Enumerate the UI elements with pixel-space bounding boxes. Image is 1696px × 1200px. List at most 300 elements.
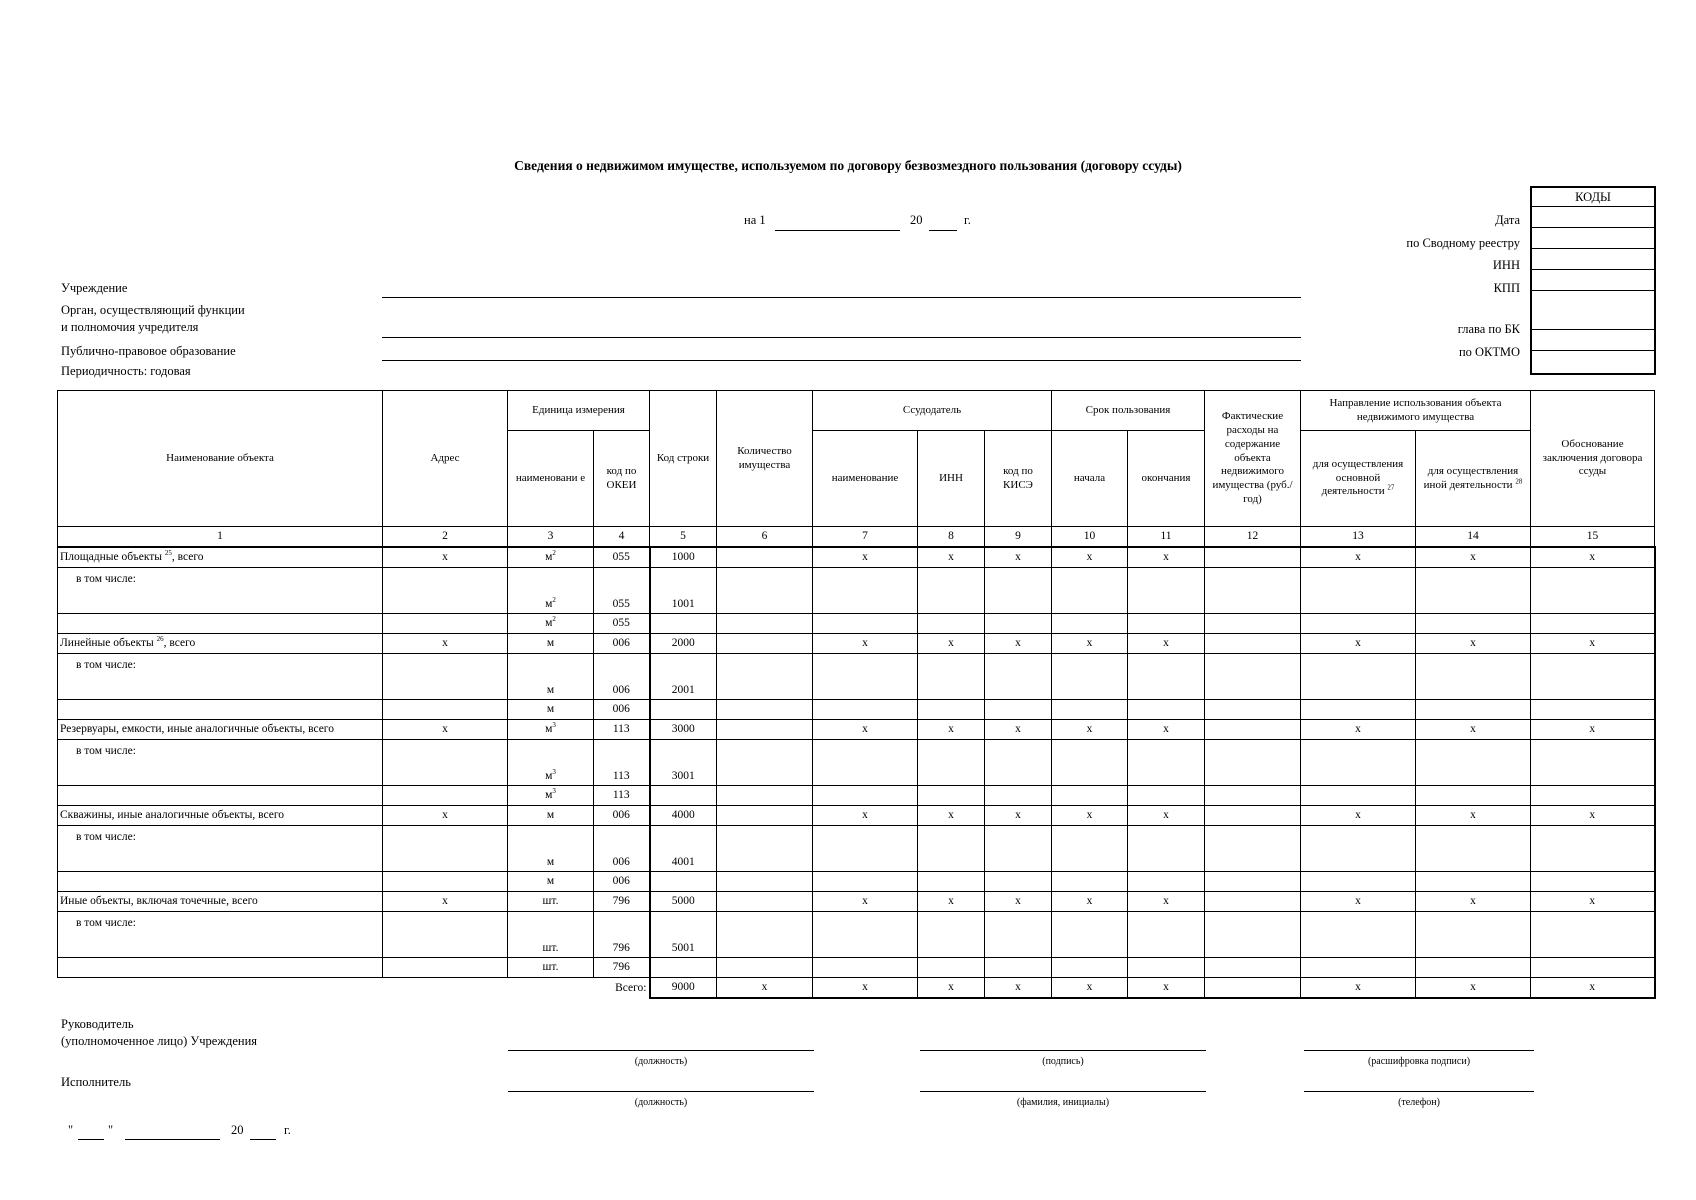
code-registry-cell[interactable] [1531, 228, 1655, 249]
object-name [58, 806, 383, 826]
term-start-cell: x [1052, 634, 1128, 654]
unit-text: м [546, 683, 555, 696]
unit-power: 3 [552, 787, 556, 796]
lender-name-cell: x [813, 547, 918, 568]
basis-cell[interactable] [1531, 958, 1655, 978]
data-cell[interactable] [717, 872, 813, 892]
code-label-registry: по Сводному реестру [1406, 236, 1520, 250]
lender-inn-cell: x [918, 720, 985, 740]
okei-cell: 113 [594, 740, 650, 786]
executor-position-field[interactable] [508, 1091, 814, 1092]
code-label-date: Дата [1495, 213, 1520, 227]
address-cell[interactable] [383, 568, 508, 614]
data-cell[interactable] [813, 826, 918, 872]
object-name [58, 634, 383, 654]
table-row [58, 786, 1655, 806]
data-cell[interactable] [1128, 614, 1205, 634]
date-year-prefix: 20 [910, 213, 923, 227]
address-cell: x [383, 806, 508, 826]
unit-text: шт. [542, 961, 559, 974]
data-cell[interactable] [813, 700, 918, 720]
okei-cell: 006 [594, 634, 650, 654]
row-code-cell: 4001 [650, 826, 717, 872]
unit-name-cell [508, 912, 594, 958]
data-cell[interactable] [985, 700, 1052, 720]
quantity-cell[interactable] [717, 547, 813, 568]
basis-cell[interactable] [1531, 826, 1655, 872]
data-cell[interactable] [1128, 740, 1205, 786]
unit-text: м [545, 789, 553, 802]
institution-label: Учреждение [61, 281, 128, 295]
unit-power: 2 [552, 615, 556, 624]
data-cell[interactable] [1301, 826, 1416, 872]
object-name-cell[interactable] [58, 958, 383, 978]
data-cell[interactable] [985, 872, 1052, 892]
executor-name-caption: (фамилия, инициалы) [1016, 1097, 1110, 1108]
basis-cell[interactable] [1531, 568, 1655, 614]
data-cell[interactable] [918, 654, 985, 700]
object-name-cell[interactable] [58, 872, 383, 892]
okei-cell: 055 [594, 547, 650, 568]
okei-cell: 006 [594, 826, 650, 872]
row-code-cell[interactable] [650, 958, 717, 978]
object-name [58, 720, 383, 740]
data-cell[interactable] [1416, 654, 1531, 700]
table-row [58, 892, 1655, 912]
object-name-text: Линейные объекты [60, 637, 154, 650]
unit-name-cell [508, 740, 594, 786]
founder-field[interactable] [382, 337, 1301, 338]
total-direction-other-cell: x [1416, 978, 1531, 999]
data-cell[interactable] [918, 786, 985, 806]
expenses-cell[interactable] [1205, 806, 1301, 826]
address-cell: x [383, 720, 508, 740]
data-cell[interactable] [985, 958, 1052, 978]
code-label-kpp: КПП [1493, 281, 1520, 295]
data-cell[interactable] [918, 700, 985, 720]
lender-kise-cell: x [985, 892, 1052, 912]
header-expenses: Фактические расходы на содержание объекта недвижимого имущества (руб./год) [1205, 391, 1301, 527]
code-label-oktmo: по ОКТМО [1458, 345, 1520, 359]
term-end-cell: x [1128, 806, 1205, 826]
data-cell[interactable] [813, 654, 918, 700]
data-cell[interactable] [1416, 740, 1531, 786]
basis-cell[interactable] [1531, 740, 1655, 786]
data-cell[interactable] [1416, 826, 1531, 872]
code-kpp-cell[interactable] [1531, 270, 1655, 291]
header-lender-inn: ИНН [918, 431, 985, 527]
unit-name-cell [508, 892, 594, 912]
code-periodicity-cell[interactable] [1531, 351, 1655, 375]
data-cell[interactable] [717, 826, 813, 872]
data-cell[interactable] [717, 568, 813, 614]
data-cell[interactable] [1052, 614, 1128, 634]
data-cell[interactable] [1205, 872, 1301, 892]
address-cell[interactable] [383, 872, 508, 892]
footer-quote-open: " [68, 1123, 74, 1137]
data-cell[interactable] [813, 958, 918, 978]
unit-text: м [545, 551, 553, 564]
in-total-label: в том числе: [58, 568, 383, 614]
institution-field[interactable] [382, 297, 1301, 298]
column-number: 2 [383, 527, 508, 548]
data-cell[interactable] [918, 568, 985, 614]
data-cell[interactable] [985, 740, 1052, 786]
quantity-cell[interactable] [717, 720, 813, 740]
data-cell[interactable] [985, 826, 1052, 872]
address-cell[interactable] [383, 826, 508, 872]
unit-text: м [545, 597, 553, 610]
data-cell[interactable] [918, 872, 985, 892]
data-cell[interactable] [1205, 654, 1301, 700]
data-cell[interactable] [717, 700, 813, 720]
data-cell[interactable] [1052, 700, 1128, 720]
head-signature-caption: (подпись) [1042, 1056, 1084, 1067]
unit-power: 2 [552, 549, 556, 558]
head-decoding-caption: (расшифровка подписи) [1367, 1056, 1471, 1067]
column-number: 14 [1416, 527, 1531, 548]
data-cell[interactable] [1416, 568, 1531, 614]
address-cell[interactable] [383, 614, 508, 634]
code-label-inn: ИНН [1492, 258, 1520, 272]
data-cell[interactable] [717, 654, 813, 700]
data-cell[interactable] [918, 912, 985, 958]
date-prefix: на 1 [744, 213, 766, 227]
data-cell[interactable] [1416, 912, 1531, 958]
expenses-cell[interactable] [1205, 547, 1301, 568]
head-label-line2: (уполномоченное лицо) Учреждения [61, 1034, 258, 1048]
okei-cell: 055 [594, 614, 650, 634]
data-cell[interactable] [1052, 740, 1128, 786]
date-year-field[interactable] [929, 230, 957, 231]
data-cell[interactable] [918, 826, 985, 872]
executor-name-field[interactable] [920, 1091, 1206, 1092]
table-row [58, 912, 1655, 958]
data-cell[interactable] [918, 614, 985, 634]
object-name-cell[interactable] [58, 786, 383, 806]
data-cell[interactable] [717, 614, 813, 634]
term-start-cell: x [1052, 806, 1128, 826]
address-cell: x [383, 634, 508, 654]
data-cell[interactable] [1301, 786, 1416, 806]
data-cell[interactable] [1301, 654, 1416, 700]
table-row [58, 568, 1655, 614]
row-code-cell[interactable] [650, 786, 717, 806]
basis-cell: x [1531, 634, 1655, 654]
executor-label: Исполнитель [61, 1075, 131, 1089]
object-name-text: Скважины, иные аналогичные объекты, всего [60, 809, 285, 822]
header-row-code: Код строки [650, 391, 717, 527]
head-decoding-field[interactable] [1304, 1050, 1534, 1051]
data-cell[interactable] [717, 958, 813, 978]
in-total-label: в том числе: [58, 654, 383, 700]
unit-name-cell [508, 720, 594, 740]
data-cell[interactable] [1205, 740, 1301, 786]
data-cell[interactable] [1052, 786, 1128, 806]
data-cell[interactable] [813, 568, 918, 614]
code-inn-cell[interactable] [1531, 249, 1655, 270]
data-cell[interactable] [1205, 826, 1301, 872]
data-cell[interactable] [1416, 958, 1531, 978]
in-total-label: в том числе: [58, 912, 383, 958]
data-cell[interactable] [985, 568, 1052, 614]
object-name-cell[interactable] [58, 614, 383, 634]
term-end-cell: x [1128, 547, 1205, 568]
unit-text: м [546, 703, 555, 716]
object-name-text: Иные объекты, включая точечные, всего [60, 895, 258, 908]
data-cell[interactable] [1128, 958, 1205, 978]
table-row [58, 700, 1655, 720]
founder-label-line1: Орган, осуществляющий функции [61, 303, 245, 317]
address-cell[interactable] [383, 654, 508, 700]
unit-text: м [546, 809, 555, 822]
data-cell[interactable] [1052, 826, 1128, 872]
data-cell[interactable] [1416, 700, 1531, 720]
address-cell[interactable] [383, 958, 508, 978]
header-unit-group: Единица измерения [508, 391, 650, 431]
data-cell[interactable] [717, 740, 813, 786]
data-cell[interactable] [1205, 614, 1301, 634]
header-term-group: Срок пользования [1052, 391, 1205, 431]
lender-kise-cell: x [985, 634, 1052, 654]
direction-other-cell: x [1416, 892, 1531, 912]
table-row [58, 740, 1655, 786]
data-cell[interactable] [1205, 912, 1301, 958]
footer-quote-close: " [108, 1123, 114, 1137]
direction-other-cell: x [1416, 634, 1531, 654]
row-code-cell: 2000 [650, 634, 717, 654]
table-row [58, 806, 1655, 826]
table-row [58, 958, 1655, 978]
data-cell[interactable] [985, 654, 1052, 700]
footer-year-field[interactable] [250, 1139, 276, 1140]
unit-name-cell [508, 634, 594, 654]
unit-text: м [546, 637, 555, 650]
basis-cell[interactable] [1531, 912, 1655, 958]
unit-text: м [545, 617, 553, 630]
term-start-cell: x [1052, 720, 1128, 740]
data-cell[interactable] [813, 786, 918, 806]
term-start-cell: x [1052, 892, 1128, 912]
okei-cell: 055 [594, 568, 650, 614]
data-cell[interactable] [1416, 614, 1531, 634]
data-cell[interactable] [1128, 654, 1205, 700]
data-cell[interactable] [813, 740, 918, 786]
row-code-cell[interactable] [650, 614, 717, 634]
unit-name-cell [508, 872, 594, 892]
codes-header: КОДЫ [1531, 187, 1655, 207]
table-row [58, 826, 1655, 872]
quantity-cell[interactable] [717, 634, 813, 654]
total-quantity-cell: x [717, 978, 813, 999]
basis-cell[interactable] [1531, 654, 1655, 700]
direction-other-cell: x [1416, 547, 1531, 568]
column-number: 10 [1052, 527, 1128, 548]
row-code-cell: 5001 [650, 912, 717, 958]
total-lender-kise-cell: x [985, 978, 1052, 999]
header-lender-kise: код по КИСЭ [985, 431, 1052, 527]
data-cell[interactable] [985, 912, 1052, 958]
lender-name-cell: x [813, 634, 918, 654]
direction-main-cell: x [1301, 892, 1416, 912]
row-code-cell[interactable] [650, 872, 717, 892]
column-number: 1 [58, 527, 383, 548]
object-name-suffix: , всего [163, 637, 196, 650]
header-lender-group: Ссудодатель [813, 391, 1052, 431]
address-cell: x [383, 892, 508, 912]
founder-label-line2: и полномочия учредителя [61, 320, 199, 334]
codes-box [1530, 186, 1656, 375]
row-code-cell: 3000 [650, 720, 717, 740]
data-cell[interactable] [1301, 872, 1416, 892]
data-cell[interactable] [1301, 568, 1416, 614]
okei-cell: 796 [594, 892, 650, 912]
data-cell[interactable] [1301, 614, 1416, 634]
basis-cell: x [1531, 720, 1655, 740]
date-day-month-field[interactable] [775, 230, 900, 231]
object-name-footnote: 25 [164, 549, 172, 558]
basis-cell: x [1531, 892, 1655, 912]
direction-main-cell: x [1301, 720, 1416, 740]
object-name [58, 892, 383, 912]
data-cell[interactable] [1205, 568, 1301, 614]
basis-cell[interactable] [1531, 786, 1655, 806]
footer-month-field[interactable] [125, 1139, 220, 1140]
term-end-cell: x [1128, 720, 1205, 740]
data-cell[interactable] [1128, 872, 1205, 892]
total-expenses-cell[interactable] [1205, 978, 1301, 999]
total-direction-main-cell: x [1301, 978, 1416, 999]
data-cell[interactable] [1128, 568, 1205, 614]
column-number: 15 [1531, 527, 1655, 548]
in-total-label: в том числе: [58, 826, 383, 872]
data-cell[interactable] [1128, 700, 1205, 720]
lender-inn-cell: x [918, 547, 985, 568]
header-quantity: Количество имущества [717, 391, 813, 527]
address-cell[interactable] [383, 740, 508, 786]
basis-cell[interactable] [1531, 614, 1655, 634]
data-cell[interactable] [918, 958, 985, 978]
data-cell[interactable] [985, 614, 1052, 634]
data-cell[interactable] [813, 912, 918, 958]
data-cell[interactable] [1205, 700, 1301, 720]
footer-day-field[interactable] [78, 1139, 104, 1140]
data-cell[interactable] [1128, 786, 1205, 806]
basis-cell: x [1531, 806, 1655, 826]
data-cell[interactable] [1205, 786, 1301, 806]
data-cell[interactable] [1052, 654, 1128, 700]
object-name-text: Площадные объекты [60, 551, 163, 564]
term-end-cell: x [1128, 892, 1205, 912]
data-cell[interactable] [1052, 568, 1128, 614]
address-cell[interactable] [383, 912, 508, 958]
data-cell[interactable] [813, 872, 918, 892]
footer-suffix: г. [284, 1123, 291, 1137]
expenses-cell[interactable] [1205, 892, 1301, 912]
header-direction-group: Направление использования объекта недвижимого имущества [1301, 391, 1531, 431]
data-cell[interactable] [813, 614, 918, 634]
address-cell[interactable] [383, 786, 508, 806]
data-cell[interactable] [1416, 786, 1531, 806]
code-bk-cell[interactable] [1531, 291, 1655, 330]
unit-text: м [546, 875, 555, 888]
lender-inn-cell: x [918, 892, 985, 912]
header-basis: Обоснование заключения договора ссуды [1531, 391, 1655, 527]
column-number: 13 [1301, 527, 1416, 548]
data-cell[interactable] [1205, 958, 1301, 978]
data-cell[interactable] [1052, 872, 1128, 892]
column-numbers-row [58, 527, 1655, 548]
data-cell[interactable] [985, 786, 1052, 806]
executor-phone-field[interactable] [1304, 1091, 1534, 1092]
unit-power: 3 [552, 767, 556, 776]
total-lender-inn-cell: x [918, 978, 985, 999]
data-cell[interactable] [1301, 912, 1416, 958]
term-start-cell: x [1052, 547, 1128, 568]
code-label-bk: глава по БК [1457, 322, 1520, 336]
address-cell: x [383, 547, 508, 568]
head-label-line1: Руководитель [61, 1017, 134, 1031]
object-name [58, 547, 383, 568]
property-table [57, 390, 1656, 999]
quantity-cell[interactable] [717, 892, 813, 912]
head-position-field[interactable] [508, 1050, 814, 1051]
data-cell[interactable] [1128, 826, 1205, 872]
data-cell[interactable] [918, 740, 985, 786]
row-code-cell: 1001 [650, 568, 717, 614]
total-label: Всего: [58, 978, 650, 999]
table-row [58, 614, 1655, 634]
header-term-start: начала [1052, 431, 1128, 527]
direction-other-cell: x [1416, 720, 1531, 740]
column-number: 11 [1128, 527, 1205, 548]
column-number: 9 [985, 527, 1052, 548]
data-cell[interactable] [1301, 958, 1416, 978]
expenses-cell[interactable] [1205, 720, 1301, 740]
address-cell[interactable] [383, 700, 508, 720]
data-cell[interactable] [717, 912, 813, 958]
object-name-suffix: , всего [171, 551, 204, 564]
unit-power: 3 [552, 721, 556, 730]
code-date-cell[interactable] [1531, 207, 1655, 228]
data-cell[interactable] [1416, 872, 1531, 892]
basis-cell[interactable] [1531, 700, 1655, 720]
direction-main-cell: x [1301, 634, 1416, 654]
data-cell[interactable] [1128, 912, 1205, 958]
object-name-cell[interactable] [58, 700, 383, 720]
public-entity-field[interactable] [382, 360, 1301, 361]
quantity-cell[interactable] [717, 806, 813, 826]
header-term-end: окончания [1128, 431, 1205, 527]
table-row [58, 547, 1655, 568]
periodicity-label: Периодичность: годовая [61, 364, 191, 378]
expenses-cell[interactable] [1205, 634, 1301, 654]
data-cell[interactable] [1052, 912, 1128, 958]
data-cell[interactable] [1301, 740, 1416, 786]
unit-name-cell [508, 654, 594, 700]
row-code-cell[interactable] [650, 700, 717, 720]
data-cell[interactable] [1301, 700, 1416, 720]
data-cell[interactable] [717, 786, 813, 806]
data-cell[interactable] [1052, 958, 1128, 978]
lender-name-cell: x [813, 892, 918, 912]
head-signature-field[interactable] [920, 1050, 1206, 1051]
okei-cell: 796 [594, 958, 650, 978]
unit-name-cell [508, 547, 594, 568]
basis-cell[interactable] [1531, 872, 1655, 892]
unit-name-cell [508, 826, 594, 872]
code-oktmo-cell[interactable] [1531, 330, 1655, 351]
